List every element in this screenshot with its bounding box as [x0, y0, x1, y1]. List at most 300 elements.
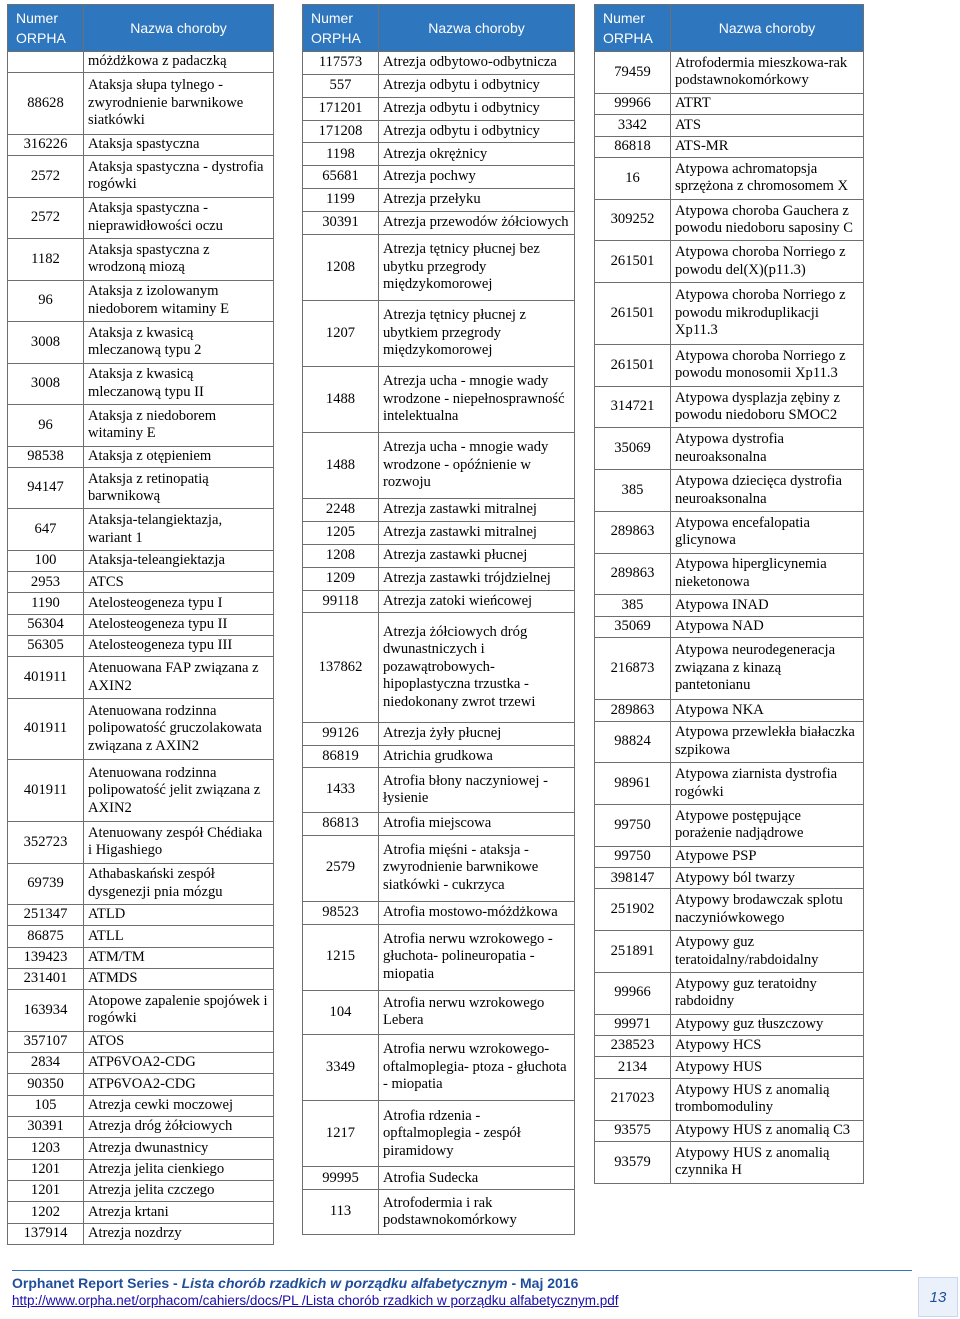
table-row [303, 189, 575, 212]
table-row [595, 553, 864, 595]
orpha-number-cell: 251891 [595, 931, 671, 973]
disease-name-cell: Ataksja spastyczna [84, 134, 274, 155]
orpha-number-cell: 314721 [595, 386, 671, 428]
orpha-number-cell: 217023 [595, 1078, 671, 1120]
disease-name-cell: Atrofia błony naczyniowej - łysienie [379, 768, 575, 812]
table-row [595, 511, 864, 553]
orpha-number-cell: 401911 [8, 657, 84, 698]
orpha-number-cell: 86875 [8, 926, 84, 947]
disease-name-cell: Ataksja z izolowanym niedoborem witaminy E [84, 280, 274, 321]
orpha-number-cell: 647 [8, 509, 84, 550]
table-row [303, 300, 575, 366]
table-row [303, 812, 575, 835]
table-row [595, 1120, 864, 1141]
table-row [303, 143, 575, 166]
table-row [8, 197, 274, 238]
orpha-number-cell: 35069 [595, 616, 671, 637]
table-row [8, 1116, 274, 1137]
orpha-number-cell: 401911 [8, 698, 84, 760]
table-row [595, 700, 864, 721]
orpha-number-cell: 113 [303, 1190, 379, 1235]
table-row [303, 745, 575, 768]
orpha-number-cell: 289863 [595, 553, 671, 595]
orpha-number-cell: 163934 [8, 990, 84, 1031]
disease-name-cell: Atrezja zatoki wieńcowej [379, 590, 575, 613]
orpha-number-cell: 1201 [8, 1159, 84, 1180]
disease-name-cell: Atypowa dysplazja zębiny z powodu niedoboru SMOC2 [671, 386, 864, 428]
disease-name-cell: Atrezja zastawki trójdzielnej [379, 567, 575, 590]
disease-name-cell: Atypowy HUS z anomalią trombomoduliny [671, 1078, 864, 1120]
table-row [303, 166, 575, 189]
disease-name-cell: Atrezja ucha - mnogie wady wrodzone - niepełnosprawność intelektualna [379, 366, 575, 432]
orpha-number-cell: 69739 [8, 863, 84, 904]
disease-name-cell: Atrezja okrężnicy [379, 143, 575, 166]
orpha-number-cell: 65681 [303, 166, 379, 189]
orpha-number-cell: 56305 [8, 636, 84, 657]
table-row [8, 52, 274, 73]
table-row [303, 990, 575, 1034]
disease-name-cell: Atrofia mięśni - ataksja - zwyrodnienie barwnikowe siatkówki - cukrzyca [379, 835, 575, 901]
table-row [595, 428, 864, 470]
header-orpha-number: Numer ORPHA [8, 5, 84, 52]
orpha-number-cell: 171208 [303, 120, 379, 143]
disease-name-cell: Atrofia nerwu wzrokowego Lebera [379, 990, 575, 1034]
disease-name-cell: Atrezja nozdrzy [84, 1223, 274, 1244]
disease-name-cell: Atypowa ziarnista dystrofia rogówki [671, 763, 864, 805]
disease-name-cell: Atrezja tętnicy płucnej z ubytkiem przegrody międzykomorowej [379, 300, 575, 366]
orpha-number-cell: 261501 [595, 283, 671, 345]
disease-name-cell: ATCS [84, 572, 274, 593]
disease-name-cell: Atrofia rdzenia - opftalmoplegia - zespół piramidowy [379, 1101, 575, 1167]
orpha-table-column-3 [594, 4, 864, 1184]
table-row [595, 638, 864, 700]
table-row [303, 613, 575, 722]
disease-name-cell: Atypowa choroba Norriego z powodu del(X)(p11.3) [671, 241, 864, 283]
table-row [8, 467, 274, 508]
table-row [303, 433, 575, 499]
disease-name-cell: Ataksja z otępieniem [84, 446, 274, 467]
disease-name-cell: Atypowa choroba Gauchera z powodu niedoboru saposiny C [671, 199, 864, 241]
table-row [8, 947, 274, 968]
header-disease-name: Nazwa choroby [84, 5, 274, 52]
page-footer [12, 1274, 915, 1310]
disease-name-cell: Atypowy HUS z anomalią C3 [671, 1120, 864, 1141]
orpha-number-cell: 251347 [8, 905, 84, 926]
orpha-number-cell: 309252 [595, 199, 671, 241]
disease-name-cell: Ataksja z retinopatią barwnikową [84, 467, 274, 508]
orpha-number-cell: 1209 [303, 567, 379, 590]
orpha-number-cell: 117573 [303, 52, 379, 75]
table-row [303, 211, 575, 234]
orpha-number-cell: 231401 [8, 968, 84, 989]
orpha-number-cell: 99118 [303, 590, 379, 613]
disease-name-cell: Atypowa neurodegeneracja związana z kinazą pantetonianu [671, 638, 864, 700]
orpha-number-cell: 3008 [8, 363, 84, 404]
table-row [8, 550, 274, 571]
orpha-number-cell: 2248 [303, 499, 379, 522]
orpha-number-cell: 79459 [595, 52, 671, 94]
table-row [595, 199, 864, 241]
orpha-number-cell: 88628 [8, 73, 84, 135]
table-row [8, 822, 274, 863]
disease-name-cell: Atypowy guz tłuszczowy [671, 1014, 864, 1035]
orpha-number-cell: 98523 [303, 901, 379, 924]
table-header-row [303, 5, 575, 52]
disease-name-cell: Atrofia nerwu wzrokowego - głuchota- polineuropatia - miopatia [379, 924, 575, 990]
disease-name-cell: Atrichia grudkowa [379, 745, 575, 768]
disease-name-cell: Atrezja ucha - mnogie wady wrodzone - opóźnienie w rozwoju [379, 433, 575, 499]
orpha-number-cell: 16 [595, 157, 671, 199]
orpha-number-cell [8, 52, 84, 73]
disease-name-cell: Atypowa hiperglicynemia nieketonowa [671, 553, 864, 595]
table-row [595, 931, 864, 973]
orpha-number-cell: 1208 [303, 544, 379, 567]
orpha-number-cell: 1433 [303, 768, 379, 812]
table-row [303, 97, 575, 120]
table-row [8, 446, 274, 467]
orpha-number-cell: 86813 [303, 812, 379, 835]
orpha-number-cell: 2134 [595, 1057, 671, 1078]
disease-name-cell: Atypowa dziecięca dystrofia neuroaksonalna [671, 470, 864, 512]
table-row [8, 968, 274, 989]
orpha-number-cell: 1182 [8, 239, 84, 280]
table-row [8, 636, 274, 657]
disease-name-cell: Athabaskański zespół dysgenezji pnia mózgu [84, 863, 274, 904]
orpha-number-cell: 94147 [8, 467, 84, 508]
disease-name-cell: Atrofia mostowo-móżdżkowa [379, 901, 575, 924]
orpha-number-cell: 99966 [595, 972, 671, 1014]
table-row [8, 363, 274, 404]
table-row [8, 134, 274, 155]
orpha-number-cell: 1217 [303, 1101, 379, 1167]
disease-name-cell: Ataksja z niedoborem witaminy E [84, 405, 274, 446]
orpha-number-cell: 96 [8, 405, 84, 446]
table-row [595, 345, 864, 387]
orpha-table [594, 4, 864, 1184]
footer-date: - Maj 2016 [507, 1275, 579, 1291]
disease-name-cell: Atrofia miejscowa [379, 812, 575, 835]
disease-name-cell: Atrofodermia mieszkowa-rak podstawnokomórkowy [671, 52, 864, 94]
disease-name-cell: ATM/TM [84, 947, 274, 968]
orpha-number-cell: 1199 [303, 189, 379, 212]
orpha-number-cell: 1207 [303, 300, 379, 366]
table-row [8, 863, 274, 904]
disease-name-cell: ATMDS [84, 968, 274, 989]
disease-name-cell: Atrezja zastawki mitralnej [379, 521, 575, 544]
table-row [595, 1057, 864, 1078]
orpha-number-cell: 93579 [595, 1141, 671, 1183]
table-row [595, 93, 864, 114]
orpha-number-cell: 2572 [8, 156, 84, 197]
header-disease-name: Nazwa choroby [671, 5, 864, 52]
orpha-number-cell: 3349 [303, 1035, 379, 1101]
table-row [8, 1180, 274, 1201]
table-row [8, 614, 274, 635]
orpha-number-cell: 2579 [303, 835, 379, 901]
disease-name-cell: Atypowa INAD [671, 595, 864, 616]
orpha-table-column-2 [302, 4, 575, 1235]
orpha-number-cell: 105 [8, 1095, 84, 1116]
table-row [595, 157, 864, 199]
table-row [303, 567, 575, 590]
table-row [8, 1159, 274, 1180]
disease-name-cell: Atrofia nerwu wzrokowego-oftalmoplegia- ptoza - głuchota - miopatia [379, 1035, 575, 1101]
orpha-number-cell: 238523 [595, 1036, 671, 1057]
table-row [595, 595, 864, 616]
orpha-number-cell: 1203 [8, 1138, 84, 1159]
disease-name-cell: ATLD [84, 905, 274, 926]
table-row [8, 926, 274, 947]
table-row [8, 239, 274, 280]
disease-name-cell: Atrezja krtani [84, 1202, 274, 1223]
disease-name-cell: Ataksja spastyczna - nieprawidłowości oczu [84, 197, 274, 238]
disease-name-cell: Atelosteogeneza typu II [84, 614, 274, 635]
disease-name-cell: Atenuowana rodzinna polipowatość gruczolakowata związana z AXIN2 [84, 698, 274, 760]
table-row [303, 590, 575, 613]
table-row [595, 115, 864, 136]
orpha-number-cell: 1215 [303, 924, 379, 990]
disease-name-cell: Ataksja-telangiektazja, wariant 1 [84, 509, 274, 550]
disease-name-cell: ATP6VOA2-CDG [84, 1053, 274, 1074]
table-row [8, 698, 274, 760]
orpha-number-cell: 100 [8, 550, 84, 571]
orpha-number-cell: 137914 [8, 1223, 84, 1244]
table-row [8, 657, 274, 698]
table-row [595, 972, 864, 1014]
disease-name-cell: Atrezja odbytowo-odbytnicza [379, 52, 575, 75]
disease-name-cell: Atypowy ból twarzy [671, 868, 864, 889]
table-row [303, 1167, 575, 1190]
disease-name-cell: Atypowa achromatopsja sprzężona z chromosomem X [671, 157, 864, 199]
table-row [303, 234, 575, 300]
orpha-number-cell: 316226 [8, 134, 84, 155]
orpha-number-cell: 99995 [303, 1167, 379, 1190]
disease-name-cell: Ataksja słupa tylnego - zwyrodnienie barwnikowe siatkówki [84, 73, 274, 135]
table-row [8, 405, 274, 446]
disease-name-cell: Atypowa dystrofia neuroaksonalna [671, 428, 864, 470]
disease-name-cell: Atrezja jelita czczego [84, 1180, 274, 1201]
table-row [8, 1031, 274, 1052]
disease-name-cell: Atrezja jelita cienkiego [84, 1159, 274, 1180]
disease-name-cell: Atrezja zastawki mitralnej [379, 499, 575, 522]
orpha-number-cell: 401911 [8, 760, 84, 822]
table-row [303, 499, 575, 522]
disease-name-cell: Atypowy guz teratoidny rabdoidny [671, 972, 864, 1014]
orpha-number-cell: 385 [595, 470, 671, 512]
table-header-row [595, 5, 864, 52]
table-row [8, 1095, 274, 1116]
table-row [8, 322, 274, 363]
disease-name-cell: ATS [671, 115, 864, 136]
table-row [303, 366, 575, 432]
table-row [595, 52, 864, 94]
table-row [303, 768, 575, 812]
disease-name-cell: Atelosteogeneza typu III [84, 636, 274, 657]
orpha-number-cell: 99126 [303, 722, 379, 745]
orpha-number-cell: 1205 [303, 521, 379, 544]
table-row [595, 241, 864, 283]
disease-name-cell: Atrezja zastawki płucnej [379, 544, 575, 567]
table-row [8, 73, 274, 135]
table-row [303, 901, 575, 924]
orpha-number-cell: 1198 [303, 143, 379, 166]
disease-name-cell: Atypowa choroba Norriego z powodu mikroduplikacji Xp11.3 [671, 283, 864, 345]
orpha-number-cell: 56304 [8, 614, 84, 635]
orpha-number-cell: 98961 [595, 763, 671, 805]
orpha-number-cell: 98538 [8, 446, 84, 467]
header-disease-name: Nazwa choroby [379, 5, 575, 52]
table-row [595, 283, 864, 345]
table-row [8, 990, 274, 1031]
orpha-table [302, 4, 575, 1235]
table-row [595, 1141, 864, 1183]
orpha-number-cell: 86819 [303, 745, 379, 768]
disease-name-cell: Atypowy brodawczak splotu naczyniówkowego [671, 889, 864, 931]
orpha-number-cell: 3342 [595, 115, 671, 136]
orpha-table-column-1 [7, 4, 274, 1245]
table-row [8, 593, 274, 614]
disease-name-cell: ATOS [84, 1031, 274, 1052]
orpha-number-cell: 171201 [303, 97, 379, 120]
disease-name-cell: Atrezja cewki moczowej [84, 1095, 274, 1116]
disease-name-cell: Atrezja dwunastnicy [84, 1138, 274, 1159]
orpha-number-cell: 1201 [8, 1180, 84, 1201]
disease-name-cell: Atrezja tętnicy płucnej bez ubytku przegrody międzykomorowej [379, 234, 575, 300]
orpha-number-cell: 2834 [8, 1053, 84, 1074]
footer-link[interactable]: http://www.orpha.net/orphacom/cahiers/docs/PL /Lista chorób rzadkich w porządku alfabetycznym.pdf [12, 1293, 619, 1308]
table-row [8, 156, 274, 197]
table-row [8, 1223, 274, 1244]
orpha-number-cell: 99966 [595, 93, 671, 114]
table-row [303, 835, 575, 901]
disease-name-cell: ATS-MR [671, 136, 864, 157]
orpha-number-cell: 93575 [595, 1120, 671, 1141]
orpha-number-cell: 251902 [595, 889, 671, 931]
table-row [8, 1074, 274, 1095]
orpha-number-cell: 289863 [595, 700, 671, 721]
orpha-number-cell: 1208 [303, 234, 379, 300]
orpha-table [7, 4, 274, 1245]
orpha-number-cell: 352723 [8, 822, 84, 863]
disease-name-cell: Ataksja spastyczna - dystrofia rogówki [84, 156, 274, 197]
orpha-number-cell: 139423 [8, 947, 84, 968]
table-row [595, 889, 864, 931]
orpha-number-cell: 261501 [595, 345, 671, 387]
table-header-row [8, 5, 274, 52]
footer-title-italic: Lista chorób rzadkich w porządku alfabetycznym [181, 1275, 508, 1291]
header-orpha-number: Numer ORPHA [595, 5, 671, 52]
table-row [303, 1035, 575, 1101]
orpha-number-cell: 557 [303, 74, 379, 97]
disease-name-cell: Atrezja przewodów żółciowych [379, 211, 575, 234]
table-row [303, 1101, 575, 1167]
table-row [8, 280, 274, 321]
disease-name-cell: Atrezja odbytu i odbytnicy [379, 74, 575, 97]
disease-name-cell: Atrezja żółciowych dróg dwunastniczych i pozawątrobowych-hipoplastyczna trzustka - niedokonany zwrot trzewi [379, 613, 575, 722]
footer-title [12, 1274, 915, 1292]
orpha-number-cell: 30391 [303, 211, 379, 234]
disease-name-cell: Atrofodermia i rak podstawnokomórkowy [379, 1190, 575, 1235]
orpha-number-cell: 104 [303, 990, 379, 1034]
orpha-number-cell: 1190 [8, 593, 84, 614]
table-row [595, 804, 864, 846]
table-row [8, 1138, 274, 1159]
disease-name-cell: Atenuowana FAP związana z AXIN2 [84, 657, 274, 698]
orpha-number-cell: 357107 [8, 1031, 84, 1052]
disease-name-cell: Atypowy HUS [671, 1057, 864, 1078]
disease-name-cell: Atypowa choroba Norriego z powodu monosomii Xp11.3 [671, 345, 864, 387]
header-orpha-number: Numer ORPHA [303, 5, 379, 52]
table-row [595, 1036, 864, 1057]
table-row [8, 1202, 274, 1223]
page-number: 13 [918, 1277, 958, 1317]
orpha-number-cell: 35069 [595, 428, 671, 470]
table-row [8, 509, 274, 550]
table-row [595, 868, 864, 889]
disease-name-cell: ATRT [671, 93, 864, 114]
table-row [595, 1014, 864, 1035]
disease-name-cell: Atelosteogeneza typu I [84, 593, 274, 614]
orpha-number-cell: 1202 [8, 1202, 84, 1223]
orpha-number-cell: 2953 [8, 572, 84, 593]
table-row [303, 120, 575, 143]
disease-name-cell: Atrofia Sudecka [379, 1167, 575, 1190]
table-row [595, 763, 864, 805]
disease-name-cell: Atrezja dróg żółciowych [84, 1116, 274, 1137]
table-row [8, 1053, 274, 1074]
footer-divider [12, 1270, 912, 1271]
orpha-number-cell: 99971 [595, 1014, 671, 1035]
disease-name-cell: Atypowa encefalopatia glicynowa [671, 511, 864, 553]
orpha-number-cell: 86818 [595, 136, 671, 157]
disease-name-cell: Atypowa NAD [671, 616, 864, 637]
table-row [595, 846, 864, 867]
disease-name-cell: Atypowe postępujące porażenie nadjądrowe [671, 804, 864, 846]
disease-name-cell: Atenuowany zespół Chédiaka i Higashiego [84, 822, 274, 863]
disease-name-cell: Ataksja-teleangiektazja [84, 550, 274, 571]
table-row [303, 544, 575, 567]
table-row [303, 722, 575, 745]
orpha-number-cell: 90350 [8, 1074, 84, 1095]
disease-name-cell: Ataksja z kwasicą mleczanową typu II [84, 363, 274, 404]
disease-name-cell: móżdżkowa z padaczką [84, 52, 274, 73]
disease-name-cell: Atypowa NKA [671, 700, 864, 721]
disease-name-cell: Atypowy guz teratoidalny/rabdoidalny [671, 931, 864, 973]
table-row [595, 386, 864, 428]
table-row [8, 572, 274, 593]
table-row [303, 52, 575, 75]
table-row [595, 721, 864, 763]
orpha-number-cell: 1488 [303, 433, 379, 499]
orpha-number-cell: 99750 [595, 804, 671, 846]
orpha-number-cell: 3008 [8, 322, 84, 363]
disease-name-cell: Atenuowana rodzinna polipowatość jelit związana z AXIN2 [84, 760, 274, 822]
orpha-number-cell: 30391 [8, 1116, 84, 1137]
disease-name-cell: ATLL [84, 926, 274, 947]
orpha-number-cell: 216873 [595, 638, 671, 700]
table-row [303, 924, 575, 990]
table-row [595, 470, 864, 512]
table-row [8, 760, 274, 822]
orpha-number-cell: 99750 [595, 846, 671, 867]
disease-name-cell: ATP6VOA2-CDG [84, 1074, 274, 1095]
table-row [303, 1190, 575, 1235]
table-row [595, 1078, 864, 1120]
disease-name-cell: Atrezja przełyku [379, 189, 575, 212]
table-row [8, 905, 274, 926]
disease-name-cell: Atrezja odbytu i odbytnicy [379, 97, 575, 120]
orpha-number-cell: 385 [595, 595, 671, 616]
